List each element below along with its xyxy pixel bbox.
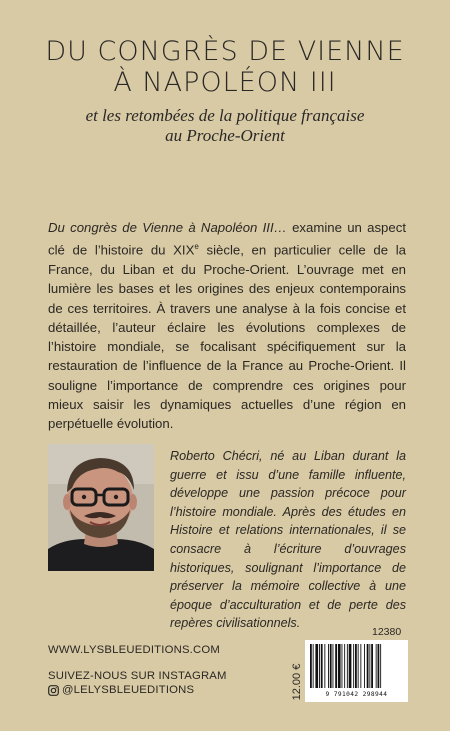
barcode	[305, 640, 408, 702]
barcode-bars	[309, 644, 404, 690]
synopsis-superscript: e	[194, 242, 199, 252]
synopsis-lead: Du congrès de Vienne à Napoléon III…	[48, 220, 287, 235]
author-portrait	[48, 444, 154, 571]
price-label: 12.00 €	[291, 663, 303, 701]
book-subtitle-line2: au Proche-Orient	[165, 126, 285, 145]
book-subtitle	[0, 106, 450, 146]
author-bio: Roberto Chécri, né au Liban durant la guerre et issu d’une famille influente, développe une passion précoce pour l’histoire mondiale. Après des études en Histoire et relations internationales, il se consacre à l’écriture d’ouvrages historiques, soulignant l’importance de préserver la mémoire collective à une époque d’acculturation et de perte des repères civilisationnels.	[170, 449, 406, 631]
instagram-invite: SUIVEZ-NOUS SUR INSTAGRAM	[48, 670, 227, 682]
instagram-icon	[48, 685, 59, 696]
instagram-handle-row[interactable]	[48, 684, 194, 696]
barcode-digits: 9 791042 298944	[325, 691, 388, 698]
book-title-line2: À NAPOLÉON III	[113, 67, 337, 98]
author-photo	[48, 444, 154, 571]
synopsis-part2: siècle, en particulier celle de la France, du Liban et du Proche-Orient. L’ouvrage met en lumière les bases et les origines des enjeux contemporains de ces territoires. À travers une analyse à la fois concise et détaillée, l’auteur éclaire les évolutions complexes de l’histoire mondiale, se focalisant spécifiquement sur la restauration de l’influence de la France au Proche-Orient. Il souligne l’importance de comprendre ces origines pour mieux saisir les dynamiques actuelles d’une région en perpétuelle évolution.	[48, 242, 406, 432]
instagram-handle: @LELYSBLEUEDITIONS	[62, 684, 195, 696]
book-title	[0, 36, 450, 98]
book-subtitle-line1: et les retombées de la politique française	[85, 106, 365, 125]
book-title-line1: DU CONGRÈS DE VIENNE	[45, 36, 405, 67]
synopsis-part1: examine un aspect clé de l’histoire du XIX	[48, 220, 406, 258]
synopsis-paragraph	[48, 218, 406, 434]
website-link[interactable]: WWW.LYSBLEUEDITIONS.COM	[48, 644, 220, 656]
product-code: 12380	[372, 626, 402, 638]
